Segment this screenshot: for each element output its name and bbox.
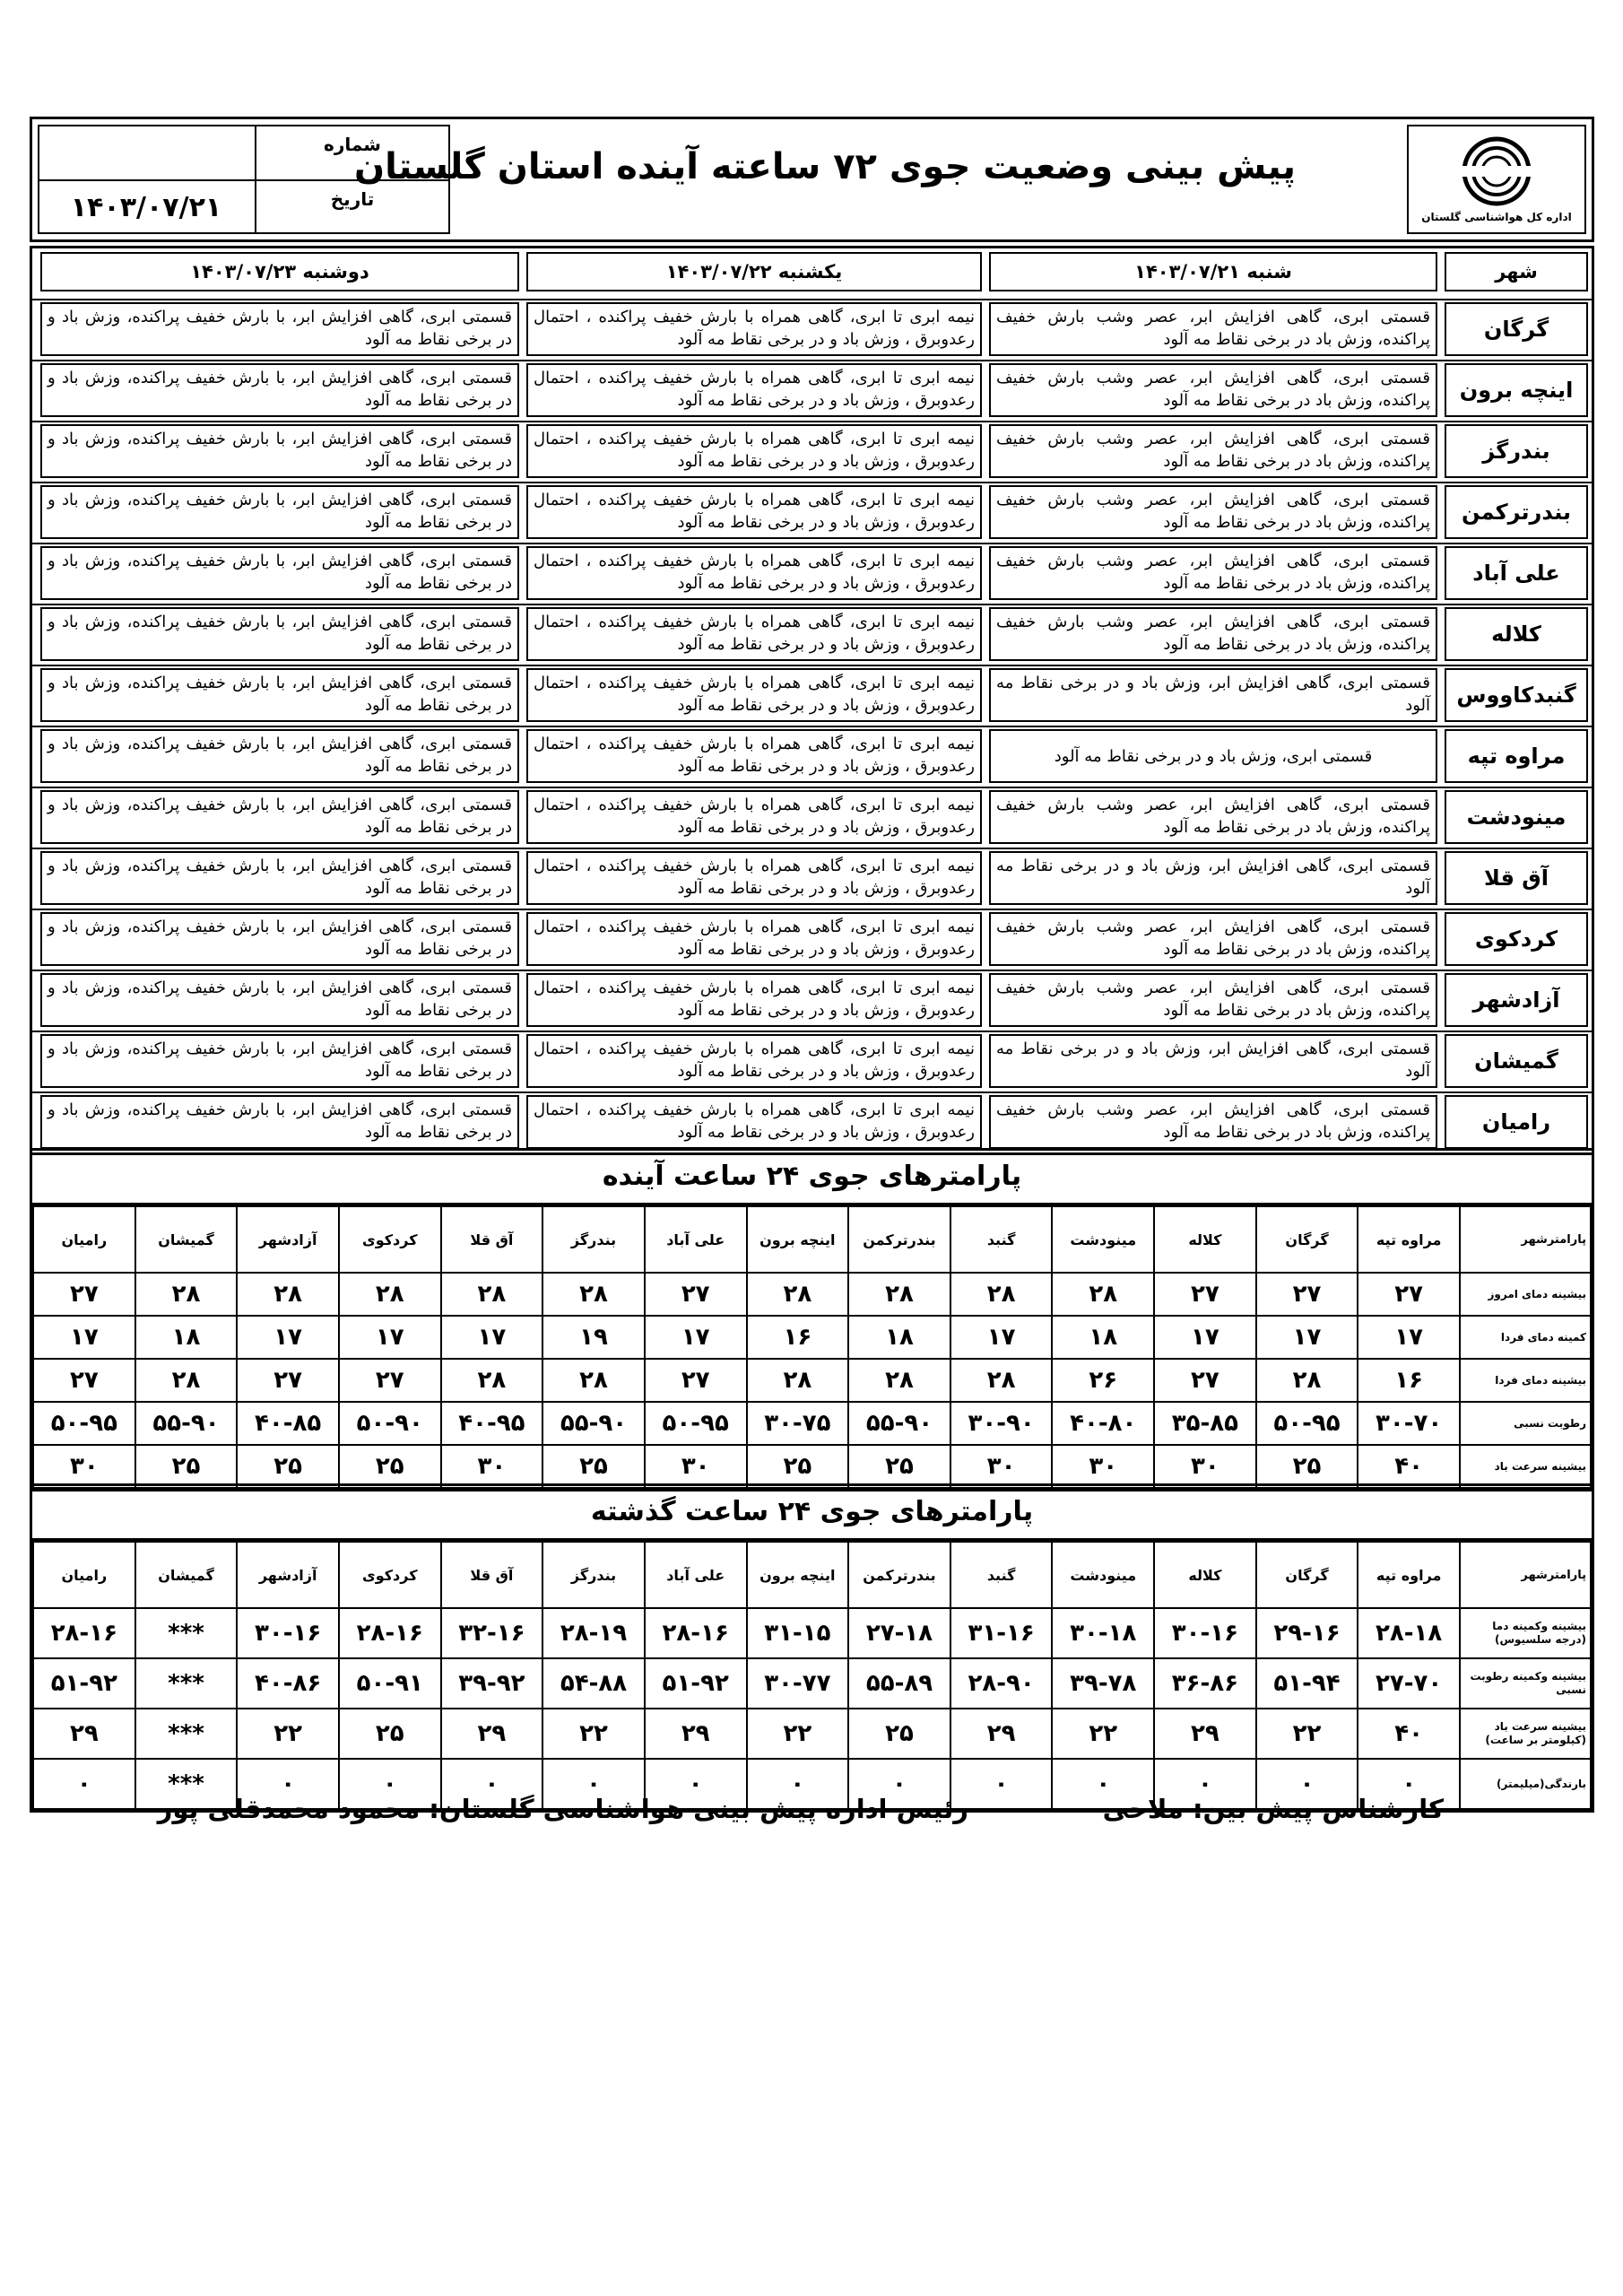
parameter-value: ۲۷-۷۰ [1358, 1658, 1460, 1709]
day3-forecast: قسمتی ابری، گاهی افزایش ابر، با بارش خفیف پراکنده، وزش باد و در برخی نقاط مه آلود [40, 1034, 519, 1088]
parameter-value: ۲۸-۱۶ [339, 1608, 441, 1658]
city-column-header: علی آباد [645, 1206, 747, 1273]
parameter-value: ۲۷ [1256, 1273, 1358, 1316]
city-name: کردکوی [1445, 912, 1588, 966]
parameter-value: ۲۸ [135, 1273, 238, 1316]
city-column-header: مراوه تپه [1358, 1206, 1460, 1273]
parameter-value: ۵۰-۹۱ [339, 1658, 441, 1709]
parameter-value: ۲۷ [645, 1359, 747, 1402]
parameter-value: ۲۸ [441, 1359, 543, 1402]
city-column-header: گرگان [1256, 1542, 1358, 1608]
parameter-value: ۳۱-۱۵ [747, 1608, 849, 1658]
parameter-value: ۲۹ [33, 1709, 135, 1759]
parameter-row [33, 1658, 1591, 1709]
parameter-value: ۰ [542, 1759, 645, 1809]
parameter-value: ۵۴-۸۸ [542, 1658, 645, 1709]
parameter-value: ۳۶-۸۶ [1154, 1658, 1256, 1709]
day1-forecast: قسمتی ابری، گاهی افزایش ابر، عصر وشب بارش خفیف پراکنده، وزش باد در برخی نقاط مه آلود [989, 424, 1437, 478]
forecast-row [32, 544, 1592, 605]
page-title: پیش بینی وضعیت جوی ۷۲ ساعته آینده استان گلستان [354, 146, 1296, 187]
parameter-value: ۳۰-۷۷ [747, 1658, 849, 1709]
parameter-value: ۱۷ [950, 1316, 1053, 1359]
organization-logo [1407, 125, 1586, 234]
parameter-value: ۲۹ [441, 1709, 543, 1759]
parameter-value: ۱۹ [542, 1316, 645, 1359]
parameter-value: *** [135, 1608, 238, 1658]
day3-forecast: قسمتی ابری، گاهی افزایش ابر، با بارش خفیف پراکنده، وزش باد و در برخی نقاط مه آلود [40, 485, 519, 539]
parameter-value: ۱۷ [339, 1316, 441, 1359]
city-name: بندرگز [1445, 424, 1588, 478]
day2-forecast: نیمه ابری تا ابری، گاهی همراه با بارش خفیف پراکنده ، احتمال رعدوبرق ، وزش باد و در برخی نقاط مه آلود [526, 790, 982, 844]
parameter-value: ۵۰-۹۵ [645, 1402, 747, 1445]
parameter-value: ۲۵ [339, 1445, 441, 1488]
parameter-value: ۲۷ [1154, 1273, 1256, 1316]
number-date-box [38, 125, 450, 234]
city-column-header: کردکوی [339, 1206, 441, 1273]
parameter-value: ۲۷-۱۸ [848, 1608, 950, 1658]
city-column-header: اینچه برون [747, 1542, 849, 1608]
parameter-value: ۴۰ [1358, 1709, 1460, 1759]
parameter-value: ۲۸-۹۰ [950, 1658, 1053, 1709]
day2-forecast: نیمه ابری تا ابری، گاهی همراه با بارش خفیف پراکنده ، احتمال رعدوبرق ، وزش باد و در برخی نقاط مه آلود [526, 302, 982, 356]
date-value: ۱۴۰۳/۰۷/۲۱ [70, 192, 222, 223]
document-header [30, 117, 1594, 242]
parameter-value: ۵۰-۹۵ [33, 1402, 135, 1445]
parameter-value: ۳۰ [1154, 1445, 1256, 1488]
next24-grid [32, 1205, 1592, 1489]
parameter-value: ۲۵ [747, 1445, 849, 1488]
parameter-value: ۳۲-۱۶ [441, 1608, 543, 1658]
day3-forecast: قسمتی ابری، گاهی افزایش ابر، با بارش خفیف پراکنده، وزش باد و در برخی نقاط مه آلود [40, 302, 519, 356]
parameter-value: ۳۰-۷۵ [747, 1402, 849, 1445]
parameter-value: ۲۷ [1358, 1273, 1460, 1316]
city-column-header: اینچه برون [747, 1206, 849, 1273]
parameter-value: ۱۸ [135, 1316, 238, 1359]
parameter-value: ۵۵-۹۰ [135, 1402, 238, 1445]
parameter-value: ۴۰-۹۵ [441, 1402, 543, 1445]
parameter-value: ۰ [645, 1759, 747, 1809]
parameter-value: ۲۸ [237, 1273, 339, 1316]
parameter-value: ۰ [1358, 1759, 1460, 1809]
parameter-value: ۳۹-۹۲ [441, 1658, 543, 1709]
city-name: اینچه برون [1445, 363, 1588, 417]
parameter-value: ۱۸ [848, 1316, 950, 1359]
city-column-header: رامیان [33, 1206, 135, 1273]
past24-grid [32, 1541, 1592, 1810]
day2-header: یکشنبه ۱۴۰۳/۰۷/۲۲ [526, 252, 982, 291]
forecast-row [32, 300, 1592, 361]
parameter-row [33, 1445, 1591, 1488]
day3-forecast: قسمتی ابری، گاهی افزایش ابر، با بارش خفیف پراکنده، وزش باد و در برخی نقاط مه آلود [40, 851, 519, 905]
day2-forecast: نیمه ابری تا ابری، گاهی همراه با بارش خفیف پراکنده ، احتمال رعدوبرق ، وزش باد و در برخی نقاط مه آلود [526, 668, 982, 722]
parameter-value: ۵۰-۹۰ [339, 1402, 441, 1445]
parameter-row [33, 1402, 1591, 1445]
parameter-value: ۲۵ [237, 1445, 339, 1488]
parameter-value: ۴۰ [1358, 1445, 1460, 1488]
city-name: گنبدکاووس [1445, 668, 1588, 722]
parameter-label: بیشینه وکمینه دما (درجه سلسیوس) [1460, 1608, 1591, 1658]
parameter-value: ۲۶ [1052, 1359, 1154, 1402]
parameter-value: ۰ [237, 1759, 339, 1809]
day2-forecast: نیمه ابری تا ابری، گاهی همراه با بارش خفیف پراکنده ، احتمال رعدوبرق ، وزش باد و در برخی نقاط مه آلود [526, 363, 982, 417]
parameter-value: ۲۲ [1256, 1709, 1358, 1759]
forecast-row [32, 666, 1592, 727]
parameter-value: ۲۷ [645, 1273, 747, 1316]
city-column-header: آزادشهر [237, 1542, 339, 1608]
day3-forecast: قسمتی ابری، گاهی افزایش ابر، با بارش خفیف پراکنده، وزش باد و در برخی نقاط مه آلود [40, 912, 519, 966]
parameter-value: ۲۸ [441, 1273, 543, 1316]
day1-forecast: قسمتی ابری، گاهی افزایش ابر، عصر وشب بارش خفیف پراکنده، وزش باد در برخی نقاط مه آلود [989, 546, 1437, 600]
forecaster-signature: کارشناس پیش بین: ملاحی [1102, 1794, 1444, 1824]
parameter-value: ۰ [747, 1759, 849, 1809]
parameter-value: ۲۹ [1154, 1709, 1256, 1759]
parameter-value: ۲۲ [1052, 1709, 1154, 1759]
parameter-label: بارندگی(میلیمتر) [1460, 1759, 1591, 1809]
city-column-header: گرگان [1256, 1206, 1358, 1273]
parameter-row [33, 1316, 1591, 1359]
parameter-row [33, 1608, 1591, 1658]
day2-forecast: نیمه ابری تا ابری، گاهی همراه با بارش خفیف پراکنده ، احتمال رعدوبرق ، وزش باد و در برخی نقاط مه آلود [526, 912, 982, 966]
day2-forecast: نیمه ابری تا ابری، گاهی همراه با بارش خفیف پراکنده ، احتمال رعدوبرق ، وزش باد و در برخی نقاط مه آلود [526, 973, 982, 1027]
parameter-value: ۳۰-۱۸ [1052, 1608, 1154, 1658]
parameter-value: ۲۸ [135, 1359, 238, 1402]
day1-forecast: قسمتی ابری، گاهی افزایش ابر، وزش باد و در برخی نقاط مه آلود [989, 1034, 1437, 1088]
parameter-value: ۲۵ [135, 1445, 238, 1488]
forecast-row [32, 1032, 1592, 1093]
day2-forecast: نیمه ابری تا ابری، گاهی همراه با بارش خفیف پراکنده ، احتمال رعدوبرق ، وزش باد و در برخی نقاط مه آلود [526, 851, 982, 905]
day1-forecast: قسمتی ابری، گاهی افزایش ابر، عصر وشب بارش خفیف پراکنده، وزش باد در برخی نقاط مه آلود [989, 363, 1437, 417]
day3-forecast: قسمتی ابری، گاهی افزایش ابر، با بارش خفیف پراکنده، وزش باد و در برخی نقاط مه آلود [40, 607, 519, 661]
forecast-row [32, 971, 1592, 1032]
day3-forecast: قسمتی ابری، گاهی افزایش ابر، با بارش خفیف پراکنده، وزش باد و در برخی نقاط مه آلود [40, 424, 519, 478]
next24-parameters-table [30, 1148, 1594, 1492]
parameter-value: ۲۸-۱۶ [33, 1608, 135, 1658]
parameter-value: ۲۵ [1256, 1445, 1358, 1488]
past24-title: پارامترهای جوی ۲۴ ساعت گذشته [32, 1486, 1592, 1541]
parameter-value: ۱۷ [1358, 1316, 1460, 1359]
parameter-value: ۵۵-۸۹ [848, 1658, 950, 1709]
forecast-row [32, 483, 1592, 544]
parameter-value: ۲۹-۱۶ [1256, 1608, 1358, 1658]
parameter-value: ۱۷ [237, 1316, 339, 1359]
parameter-value: ۲۸ [1256, 1359, 1358, 1402]
parameter-value: ۵۰-۹۵ [1256, 1402, 1358, 1445]
day3-forecast: قسمتی ابری، گاهی افزایش ابر، با بارش خفیف پراکنده، وزش باد و در برخی نقاط مه آلود [40, 363, 519, 417]
number-label: شماره [255, 126, 448, 179]
day2-forecast: نیمه ابری تا ابری، گاهی همراه با بارش خفیف پراکنده ، احتمال رعدوبرق ، وزش باد و در برخی نقاط مه آلود [526, 729, 982, 783]
parameter-value: ۲۹ [950, 1709, 1053, 1759]
parameter-value: ۱۷ [645, 1316, 747, 1359]
city-column-header: گمیشان [135, 1542, 238, 1608]
day2-forecast: نیمه ابری تا ابری، گاهی همراه با بارش خفیف پراکنده ، احتمال رعدوبرق ، وزش باد و در برخی نقاط مه آلود [526, 485, 982, 539]
day1-forecast: قسمتی ابری، گاهی افزایش ابر، عصر وشب بارش خفیف پراکنده، وزش باد در برخی نقاط مه آلود [989, 302, 1437, 356]
city-column-header: شهر [1445, 252, 1588, 291]
day1-forecast: قسمتی ابری، گاهی افزایش ابر، عصر وشب بارش خفیف پراکنده، وزش باد در برخی نقاط مه آلود [989, 485, 1437, 539]
parameter-value: ۲۸ [950, 1359, 1053, 1402]
city-column-header: مینودشت [1052, 1206, 1154, 1273]
forecast-row [32, 1093, 1592, 1152]
city-column-header: بندرگز [542, 1542, 645, 1608]
city-column-header: گمیشان [135, 1206, 238, 1273]
city-column-header: بندرترکمن [848, 1542, 950, 1608]
parameter-value: ۲۲ [237, 1709, 339, 1759]
city-column-header: کردکوی [339, 1542, 441, 1608]
parameter-value: ۰ [1052, 1759, 1154, 1809]
parameter-value: ۳۰-۱۶ [1154, 1608, 1256, 1658]
city-column-header: آزادشهر [237, 1206, 339, 1273]
day2-forecast: نیمه ابری تا ابری، گاهی همراه با بارش خفیف پراکنده ، احتمال رعدوبرق ، وزش باد و در برخی نقاط مه آلود [526, 546, 982, 600]
parameter-label: بیشینه وکمینه رطوبت نسبی [1460, 1658, 1591, 1709]
day1-forecast: قسمتی ابری، وزش باد و در برخی نقاط مه آلود [989, 729, 1437, 783]
day3-forecast: قسمتی ابری، گاهی افزایش ابر، با بارش خفیف پراکنده، وزش باد و در برخی نقاط مه آلود [40, 546, 519, 600]
day3-header: دوشنبه ۱۴۰۳/۰۷/۲۳ [40, 252, 519, 291]
forecast-row [32, 422, 1592, 483]
parameter-value: ۱۷ [1154, 1316, 1256, 1359]
parameter-value: ۱۶ [1358, 1359, 1460, 1402]
parameter-value: ۲۸ [848, 1273, 950, 1316]
parameter-value: ۲۵ [542, 1445, 645, 1488]
city-column-header: بندرترکمن [848, 1206, 950, 1273]
parameter-value: ۴۰-۸۵ [237, 1402, 339, 1445]
number-value [39, 126, 253, 179]
parameter-value: *** [135, 1759, 238, 1809]
day3-forecast: قسمتی ابری، گاهی افزایش ابر، با بارش خفیف پراکنده، وزش باد و در برخی نقاط مه آلود [40, 1095, 519, 1149]
day2-forecast: نیمه ابری تا ابری، گاهی همراه با بارش خفیف پراکنده ، احتمال رعدوبرق ، وزش باد و در برخی نقاط مه آلود [526, 424, 982, 478]
parameter-label: کمینه دمای فردا [1460, 1316, 1591, 1359]
parameter-value: ۳۰ [1052, 1445, 1154, 1488]
parameter-value: ۰ [848, 1759, 950, 1809]
city-column-header: رامیان [33, 1542, 135, 1608]
day3-forecast: قسمتی ابری، گاهی افزایش ابر، با بارش خفیف پراکنده، وزش باد و در برخی نقاط مه آلود [40, 729, 519, 783]
logo-caption: اداره کل هواشناسی گلستان [1421, 211, 1572, 223]
parameter-value: ۲۷ [339, 1359, 441, 1402]
parameter-value: ۲۸ [339, 1273, 441, 1316]
parameter-value: ۰ [441, 1759, 543, 1809]
parameter-value: ۳۰ [950, 1445, 1053, 1488]
parameter-row [33, 1709, 1591, 1759]
parameter-value: ۳۰-۹۰ [950, 1402, 1053, 1445]
parameter-value: ۲۸-۱۹ [542, 1608, 645, 1658]
parameter-value: ۲۵ [848, 1445, 950, 1488]
parameter-value: ۳۵-۸۵ [1154, 1402, 1256, 1445]
parameter-value: ۱۷ [441, 1316, 543, 1359]
day2-forecast: نیمه ابری تا ابری، گاهی همراه با بارش خفیف پراکنده ، احتمال رعدوبرق ، وزش باد و در برخی نقاط مه آلود [526, 607, 982, 661]
city-column-header: گنبد [950, 1542, 1053, 1608]
forecast-row [32, 910, 1592, 971]
day1-forecast: قسمتی ابری، گاهی افزایش ابر، عصر وشب بارش خفیف پراکنده، وزش باد در برخی نقاط مه آلود [989, 790, 1437, 844]
parameter-value: *** [135, 1658, 238, 1709]
parameter-value: ۱۸ [1052, 1316, 1154, 1359]
parameter-value: ۳۱-۱۶ [950, 1608, 1053, 1658]
parameter-value: ۱۶ [747, 1316, 849, 1359]
parameter-value: ۳۰ [441, 1445, 543, 1488]
meteorology-logo-icon [1425, 135, 1568, 207]
parameter-value: ۵۱-۹۲ [645, 1658, 747, 1709]
city-name: گمیشان [1445, 1034, 1588, 1088]
parameter-value: ۵۵-۹۰ [542, 1402, 645, 1445]
parameter-value: ۱۷ [33, 1316, 135, 1359]
city-name: آق قلا [1445, 851, 1588, 905]
city-name: آزادشهر [1445, 973, 1588, 1027]
parameter-header-row [33, 1206, 1591, 1273]
day1-forecast: قسمتی ابری، گاهی افزایش ابر، وزش باد و در برخی نقاط مه آلود [989, 668, 1437, 722]
head-signature: رئیس اداره پیش بینی هواشناسی گلستان: محمود محمدقلی پور [157, 1794, 968, 1824]
parameter-value: ۵۱-۹۴ [1256, 1658, 1358, 1709]
forecast-row [32, 727, 1592, 788]
date-label: تاریخ [255, 181, 448, 234]
city-column-header: علی آباد [645, 1542, 747, 1608]
day3-forecast: قسمتی ابری، گاهی افزایش ابر، با بارش خفیف پراکنده، وزش باد و در برخی نقاط مه آلود [40, 668, 519, 722]
parameter-label: بیشینه سرعت باد [1460, 1445, 1591, 1488]
parameter-value: ۲۹ [645, 1709, 747, 1759]
day3-forecast: قسمتی ابری، گاهی افزایش ابر، با بارش خفیف پراکنده، وزش باد و در برخی نقاط مه آلود [40, 973, 519, 1027]
city-column-header: آق قلا [441, 1542, 543, 1608]
parameter-value: ۰ [339, 1759, 441, 1809]
parameter-value: ۲۷ [33, 1273, 135, 1316]
parameter-row [33, 1359, 1591, 1402]
parameter-header-row [33, 1542, 1591, 1608]
parameter-value: *** [135, 1709, 238, 1759]
parameter-value: ۲۷ [237, 1359, 339, 1402]
parameter-value: ۳۰-۱۶ [237, 1608, 339, 1658]
parameter-value: ۴۰-۸۰ [1052, 1402, 1154, 1445]
parameter-value: ۳۹-۷۸ [1052, 1658, 1154, 1709]
parameter-value: ۲۸ [747, 1273, 849, 1316]
parameter-label: رطوبت نسبی [1460, 1402, 1591, 1445]
date-row [39, 181, 448, 234]
parameter-value: ۲۸-۱۶ [645, 1608, 747, 1658]
city-name: علی آباد [1445, 546, 1588, 600]
city-column-header: مراوه تپه [1358, 1542, 1460, 1608]
parameter-value: ۰ [1256, 1759, 1358, 1809]
forecast-row [32, 361, 1592, 422]
number-row [39, 126, 448, 181]
city-name: مراوه تپه [1445, 729, 1588, 783]
day1-header: شنبه ۱۴۰۳/۰۷/۲۱ [989, 252, 1437, 291]
city-column-header: کلاله [1154, 1206, 1256, 1273]
parameter-value: ۲۲ [747, 1709, 849, 1759]
parameter-label: بیشینه دمای فردا [1460, 1359, 1591, 1402]
city-column-header: مینودشت [1052, 1542, 1154, 1608]
day2-forecast: نیمه ابری تا ابری، گاهی همراه با بارش خفیف پراکنده ، احتمال رعدوبرق ، وزش باد و در برخی نقاط مه آلود [526, 1034, 982, 1088]
parameter-value: ۲۸ [950, 1273, 1053, 1316]
forecast-row [32, 788, 1592, 849]
parameter-value: ۱۷ [1256, 1316, 1358, 1359]
city-name: رامیان [1445, 1095, 1588, 1149]
parameter-value: ۲۷ [33, 1359, 135, 1402]
city-name: کلاله [1445, 607, 1588, 661]
parameter-row [33, 1273, 1591, 1316]
parameter-city-corner: پارامترشهر [1460, 1542, 1591, 1608]
city-column-header: گنبد [950, 1206, 1053, 1273]
parameter-value: ۲۸ [1052, 1273, 1154, 1316]
parameter-value: ۲۵ [339, 1709, 441, 1759]
city-column-header: آق قلا [441, 1206, 543, 1273]
city-name: گرگان [1445, 302, 1588, 356]
day3-forecast: قسمتی ابری، گاهی افزایش ابر، با بارش خفیف پراکنده، وزش باد و در برخی نقاط مه آلود [40, 790, 519, 844]
parameter-value: ۲۸-۱۸ [1358, 1608, 1460, 1658]
forecast-header-row [32, 248, 1592, 300]
day1-forecast: قسمتی ابری، گاهی افزایش ابر، عصر وشب بارش خفیف پراکنده، وزش باد در برخی نقاط مه آلود [989, 1095, 1437, 1149]
city-column-header: کلاله [1154, 1542, 1256, 1608]
parameter-value: ۲۸ [542, 1273, 645, 1316]
parameter-value: ۲۸ [747, 1359, 849, 1402]
forecast-row [32, 605, 1592, 666]
day1-forecast: قسمتی ابری، گاهی افزایش ابر، عصر وشب بارش خفیف پراکنده، وزش باد در برخی نقاط مه آلود [989, 973, 1437, 1027]
day1-forecast: قسمتی ابری، گاهی افزایش ابر، وزش باد و در برخی نقاط مه آلود [989, 851, 1437, 905]
parameter-label: بیشینه دمای امروز [1460, 1273, 1591, 1316]
past24-parameters-table [30, 1483, 1594, 1813]
parameter-value: ۰ [1154, 1759, 1256, 1809]
day1-forecast: قسمتی ابری، گاهی افزایش ابر، عصر وشب بارش خفیف پراکنده، وزش باد در برخی نقاط مه آلود [989, 607, 1437, 661]
forecast-table [30, 246, 1594, 1155]
parameter-value: ۲۲ [542, 1709, 645, 1759]
parameter-value: ۵۵-۹۰ [848, 1402, 950, 1445]
day1-forecast: قسمتی ابری، گاهی افزایش ابر، عصر وشب بارش خفیف پراکنده، وزش باد در برخی نقاط مه آلود [989, 912, 1437, 966]
city-name: بندرترکمن [1445, 485, 1588, 539]
parameter-label: بیشینه سرعت باد (کیلومتر بر ساعت) [1460, 1709, 1591, 1759]
parameter-value: ۲۸ [848, 1359, 950, 1402]
parameter-value: ۳۰ [645, 1445, 747, 1488]
next24-title: پارامترهای جوی ۲۴ ساعت آینده [32, 1151, 1592, 1205]
parameter-value: ۲۷ [1154, 1359, 1256, 1402]
parameter-value: ۲۸ [542, 1359, 645, 1402]
parameter-value: ۰ [950, 1759, 1053, 1809]
parameter-value: ۰ [33, 1759, 135, 1809]
city-column-header: بندرگز [542, 1206, 645, 1273]
parameter-value: ۳۰-۷۰ [1358, 1402, 1460, 1445]
city-name: مینودشت [1445, 790, 1588, 844]
day2-forecast: نیمه ابری تا ابری، گاهی همراه با بارش خفیف پراکنده ، احتمال رعدوبرق ، وزش باد و در برخی نقاط مه آلود [526, 1095, 982, 1149]
parameter-value: ۴۰-۸۶ [237, 1658, 339, 1709]
parameter-city-corner: پارامترشهر [1460, 1206, 1591, 1273]
parameter-value: ۳۰ [33, 1445, 135, 1488]
forecast-row [32, 849, 1592, 910]
parameter-value: ۵۱-۹۲ [33, 1658, 135, 1709]
parameter-value: ۲۵ [848, 1709, 950, 1759]
